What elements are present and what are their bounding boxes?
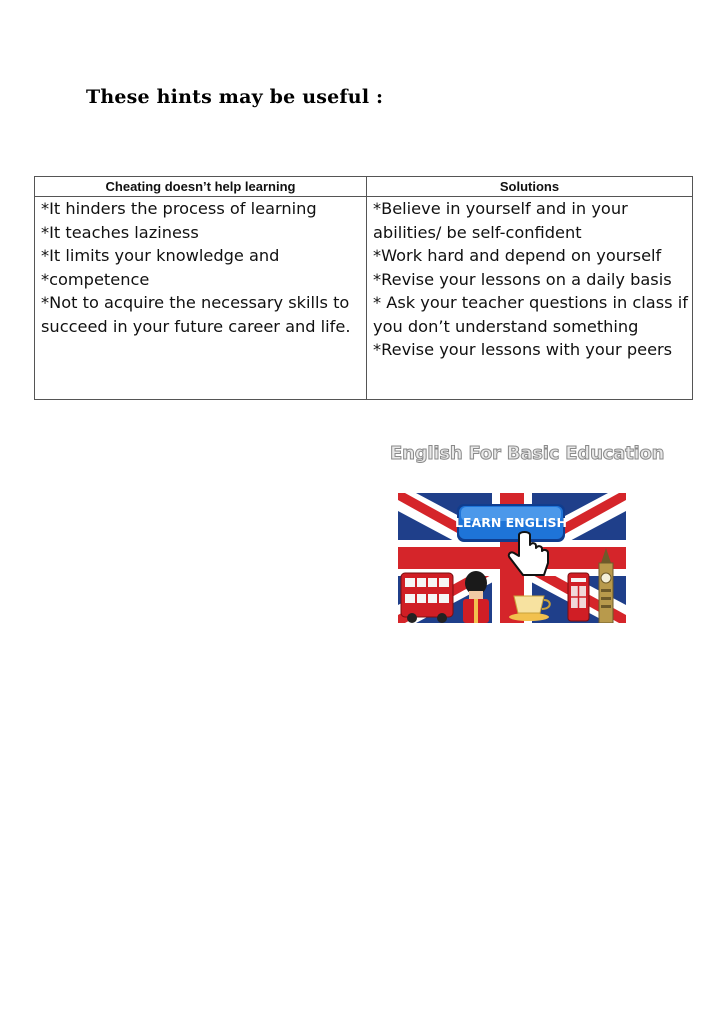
list-item: abilities/ be self-confident	[373, 222, 582, 242]
learn-english-button	[455, 504, 567, 542]
table-row	[35, 197, 693, 400]
list-item: * Ask your teacher questions in class if	[373, 293, 688, 312]
list-item: you don’t understand something	[373, 316, 639, 336]
learn-english-banner	[398, 493, 626, 623]
header-solutions: Solutions	[367, 177, 693, 197]
list-item: *Not to acquire the necessary skills to	[41, 293, 350, 312]
phone-box-icon	[568, 573, 589, 621]
list-item: *competence	[41, 269, 150, 289]
header-cheating: Cheating doesn’t help learning	[35, 177, 367, 197]
list-item: *Revise your lessons on a daily basis	[373, 269, 672, 289]
brand-title: English For Basic Education	[390, 443, 665, 464]
cheating-cell	[35, 197, 367, 400]
list-item: *It hinders the process of learning	[41, 199, 317, 218]
list-item: *Work hard and depend on yourself	[373, 246, 662, 265]
double-decker-bus-icon	[401, 573, 453, 623]
list-item: *Believe in yourself and in your	[373, 199, 628, 218]
list-item: *Revise your lessons with your peers	[373, 340, 673, 359]
button-label: LEARN ENGLISH	[455, 515, 567, 530]
table-header-row	[35, 177, 693, 197]
hints-table	[34, 176, 693, 400]
list-item: succeed in your future career and life.	[41, 316, 351, 336]
page-heading: These hints may be useful :	[86, 86, 384, 108]
list-item: *It limits your knowledge and	[41, 246, 280, 265]
solutions-cell	[367, 197, 693, 400]
list-item: *It teaches laziness	[41, 222, 199, 242]
